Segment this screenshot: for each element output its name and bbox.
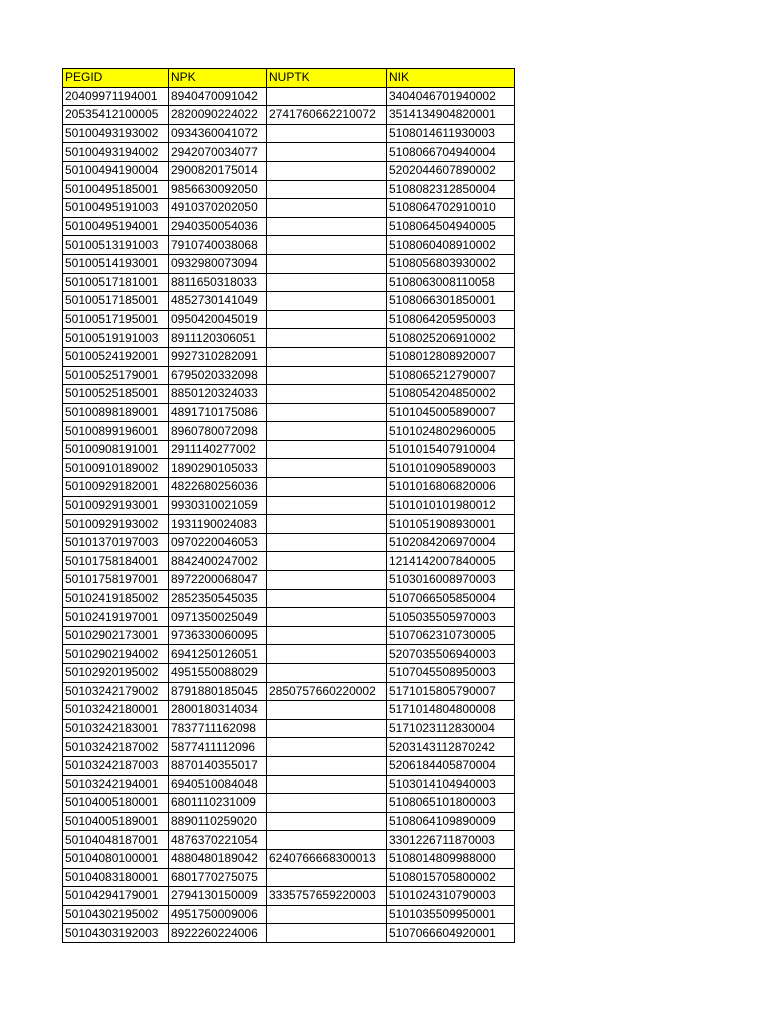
pegid-cell[interactable]: 50102902194002 [63, 645, 169, 664]
nuptk-cell[interactable] [267, 831, 387, 850]
pegid-cell[interactable]: 50102902173001 [63, 626, 169, 645]
table-row [63, 571, 515, 590]
nuptk-cell[interactable] [267, 143, 387, 162]
nuptk-cell[interactable] [267, 645, 387, 664]
spreadsheet-table [62, 68, 515, 943]
nik-cell[interactable]: 5108066704940004 [387, 143, 515, 162]
table-row [63, 217, 515, 236]
pegid-cell[interactable]: 50100898189001 [63, 403, 169, 422]
pegid-cell[interactable]: 50104294179001 [63, 887, 169, 906]
nik-cell[interactable]: 5108012808920007 [387, 347, 515, 366]
npk-cell[interactable]: 0934360041072 [169, 124, 267, 143]
pegid-cell[interactable]: 50103242187003 [63, 756, 169, 775]
nik-cell[interactable]: 5101016806820006 [387, 478, 515, 497]
npk-cell[interactable]: 8870140355017 [169, 756, 267, 775]
table-row [63, 459, 515, 478]
nik-cell[interactable]: 5108054204850002 [387, 385, 515, 404]
pegid-cell[interactable]: 50100929193001 [63, 496, 169, 515]
nuptk-cell[interactable] [267, 347, 387, 366]
nik-cell[interactable]: 5107062310730005 [387, 626, 515, 645]
nuptk-cell[interactable] [267, 310, 387, 329]
table-row [63, 905, 515, 924]
nik-cell[interactable]: 5105035505970003 [387, 608, 515, 627]
table-row [63, 180, 515, 199]
nik-cell[interactable]: 5108015705800002 [387, 868, 515, 887]
table-row [63, 552, 515, 571]
pegid-cell[interactable]: 50103242180001 [63, 701, 169, 720]
table-row [63, 124, 515, 143]
nuptk-cell[interactable]: 3335757659220003 [267, 887, 387, 906]
pegid-cell[interactable]: 50100524192001 [63, 347, 169, 366]
nik-cell[interactable]: 5103016008970003 [387, 571, 515, 590]
table-row [63, 738, 515, 757]
pegid-cell[interactable]: 50102419185002 [63, 589, 169, 608]
table-row [63, 664, 515, 683]
pegid-cell[interactable]: 50100513191003 [63, 236, 169, 255]
pegid-cell[interactable]: 50103242194001 [63, 775, 169, 794]
nik-cell[interactable]: 5108014809988000 [387, 849, 515, 868]
table-row [63, 310, 515, 329]
nik-cell[interactable]: 5107066604920001 [387, 924, 515, 943]
nuptk-cell[interactable] [267, 180, 387, 199]
npk-cell[interactable]: 8960780072098 [169, 422, 267, 441]
table-row [63, 626, 515, 645]
nik-cell[interactable]: 3404046701940002 [387, 87, 515, 106]
nik-cell[interactable]: 5108056803930002 [387, 254, 515, 273]
pegid-cell[interactable]: 50100493193002 [63, 124, 169, 143]
nuptk-cell[interactable] [267, 626, 387, 645]
npk-cell[interactable]: 6801770275075 [169, 868, 267, 887]
npk-cell[interactable]: 2940350054036 [169, 217, 267, 236]
npk-cell[interactable]: 4951550088029 [169, 664, 267, 683]
nik-cell[interactable]: 5102084206970004 [387, 533, 515, 552]
table-row [63, 515, 515, 534]
pegid-cell[interactable]: 50100495191003 [63, 199, 169, 218]
nik-cell[interactable]: 5108082312850004 [387, 180, 515, 199]
npk-cell[interactable]: 8811650318033 [169, 273, 267, 292]
table-row [63, 887, 515, 906]
nuptk-cell[interactable] [267, 236, 387, 255]
nuptk-cell[interactable] [267, 161, 387, 180]
pegid-cell[interactable]: 20409971194001 [63, 87, 169, 106]
npk-cell[interactable]: 7837711162098 [169, 719, 267, 738]
table-row [63, 794, 515, 813]
pegid-cell[interactable]: 50101758197001 [63, 571, 169, 590]
nuptk-cell[interactable] [267, 719, 387, 738]
nik-cell[interactable]: 5108060408910002 [387, 236, 515, 255]
nik-cell[interactable]: 5171015805790007 [387, 682, 515, 701]
nuptk-cell[interactable] [267, 87, 387, 106]
table-row [63, 329, 515, 348]
pegid-cell[interactable]: 50101758184001 [63, 552, 169, 571]
pegid-cell[interactable]: 50104048187001 [63, 831, 169, 850]
table-row [63, 161, 515, 180]
npk-cell[interactable]: 0950420045019 [169, 310, 267, 329]
nik-cell[interactable]: 5108064205950003 [387, 310, 515, 329]
pegid-cell[interactable]: 50100495194001 [63, 217, 169, 236]
nik-cell[interactable]: 5206184405870004 [387, 756, 515, 775]
table-row [63, 775, 515, 794]
nuptk-cell[interactable] [267, 812, 387, 831]
nik-cell[interactable]: 5107066505850004 [387, 589, 515, 608]
npk-cell[interactable]: 2794130150009 [169, 887, 267, 906]
table-row [63, 199, 515, 218]
nik-cell[interactable]: 3514134904820001 [387, 106, 515, 125]
nuptk-cell[interactable]: 2850757660220002 [267, 682, 387, 701]
table-row [63, 403, 515, 422]
nik-cell[interactable]: 5202044607890002 [387, 161, 515, 180]
nik-cell[interactable]: 5101010905890003 [387, 459, 515, 478]
column-header-pegid[interactable]: PEGID [63, 69, 169, 88]
nuptk-cell[interactable] [267, 478, 387, 497]
pegid-cell[interactable]: 50102419197001 [63, 608, 169, 627]
nik-cell[interactable]: 5101024802960005 [387, 422, 515, 441]
nuptk-cell[interactable] [267, 254, 387, 273]
nuptk-cell[interactable] [267, 608, 387, 627]
pegid-cell[interactable]: 50100517185001 [63, 292, 169, 311]
npk-cell[interactable]: 6801110231009 [169, 794, 267, 813]
table-row [63, 924, 515, 943]
table-row [63, 236, 515, 255]
table-row [63, 87, 515, 106]
table-row [63, 719, 515, 738]
nik-cell[interactable]: 5101035509950001 [387, 905, 515, 924]
npk-cell[interactable]: 0971350025049 [169, 608, 267, 627]
pegid-cell[interactable]: 50102920195002 [63, 664, 169, 683]
pegid-cell[interactable]: 50103242187002 [63, 738, 169, 757]
pegid-cell[interactable]: 50100517181001 [63, 273, 169, 292]
pegid-cell[interactable]: 50104303192003 [63, 924, 169, 943]
table-row [63, 682, 515, 701]
nuptk-cell[interactable] [267, 440, 387, 459]
pegid-cell[interactable]: 50100929182001 [63, 478, 169, 497]
npk-cell[interactable]: 8972200068047 [169, 571, 267, 590]
nik-cell[interactable]: 5207035506940003 [387, 645, 515, 664]
table-row [63, 478, 515, 497]
nik-cell[interactable]: 5101015407910004 [387, 440, 515, 459]
pegid-cell[interactable]: 50100910189002 [63, 459, 169, 478]
table-row [63, 608, 515, 627]
pegid-cell[interactable]: 50103242179002 [63, 682, 169, 701]
table-row [63, 292, 515, 311]
nuptk-cell[interactable] [267, 738, 387, 757]
nuptk-cell[interactable] [267, 422, 387, 441]
npk-cell[interactable]: 4880480189042 [169, 849, 267, 868]
nuptk-cell[interactable] [267, 385, 387, 404]
pegid-cell[interactable]: 20535412100005 [63, 106, 169, 125]
nuptk-cell[interactable] [267, 273, 387, 292]
npk-cell[interactable]: 9930310021059 [169, 496, 267, 515]
nuptk-cell[interactable] [267, 515, 387, 534]
table-row [63, 701, 515, 720]
npk-cell[interactable]: 6795020332098 [169, 366, 267, 385]
nik-cell[interactable]: 5108065101800003 [387, 794, 515, 813]
npk-cell[interactable]: 2900820175014 [169, 161, 267, 180]
nuptk-cell[interactable] [267, 533, 387, 552]
table-row [63, 812, 515, 831]
pegid-cell[interactable]: 50100519191003 [63, 329, 169, 348]
table-row [63, 422, 515, 441]
column-header-nuptk[interactable]: NUPTK [267, 69, 387, 88]
nuptk-cell[interactable]: 2741760662210072 [267, 106, 387, 125]
nuptk-cell[interactable] [267, 794, 387, 813]
nik-cell[interactable]: 3301226711870003 [387, 831, 515, 850]
nuptk-cell[interactable] [267, 924, 387, 943]
npk-cell[interactable]: 2852350545035 [169, 589, 267, 608]
nuptk-cell[interactable] [267, 589, 387, 608]
nik-cell[interactable]: 5171014804800008 [387, 701, 515, 720]
pegid-cell[interactable]: 50100899196001 [63, 422, 169, 441]
nik-cell[interactable]: 5108064504940005 [387, 217, 515, 236]
nik-cell[interactable]: 5203143112870242 [387, 738, 515, 757]
table-row [63, 756, 515, 775]
npk-cell[interactable]: 0932980073094 [169, 254, 267, 273]
table-row [63, 645, 515, 664]
table-row [63, 589, 515, 608]
nik-cell[interactable]: 5108066301850001 [387, 292, 515, 311]
npk-cell[interactable]: 5877411112096 [169, 738, 267, 757]
npk-cell[interactable]: 6941250126051 [169, 645, 267, 664]
npk-cell[interactable]: 1890290105033 [169, 459, 267, 478]
nik-cell[interactable]: 5103014104940003 [387, 775, 515, 794]
nik-cell[interactable]: 5101024310790003 [387, 887, 515, 906]
npk-cell[interactable]: 9927310282091 [169, 347, 267, 366]
npk-cell[interactable]: 0970220046053 [169, 533, 267, 552]
column-header-npk[interactable]: NPK [169, 69, 267, 88]
npk-cell[interactable]: 8890110259020 [169, 812, 267, 831]
npk-cell[interactable]: 2800180314034 [169, 701, 267, 720]
npk-cell[interactable]: 7910740038068 [169, 236, 267, 255]
npk-cell[interactable]: 4822680256036 [169, 478, 267, 497]
npk-cell[interactable]: 8911120306051 [169, 329, 267, 348]
pegid-cell[interactable]: 50100517195001 [63, 310, 169, 329]
npk-cell[interactable]: 2911140277002 [169, 440, 267, 459]
pegid-cell[interactable]: 50100525179001 [63, 366, 169, 385]
nuptk-cell[interactable] [267, 403, 387, 422]
nik-cell[interactable]: 5108025206910002 [387, 329, 515, 348]
table-row [63, 347, 515, 366]
npk-cell[interactable]: 8842400247002 [169, 552, 267, 571]
nik-cell[interactable]: 1214142007840005 [387, 552, 515, 571]
pegid-cell[interactable]: 50100929193002 [63, 515, 169, 534]
npk-cell[interactable]: 4852730141049 [169, 292, 267, 311]
nuptk-cell[interactable] [267, 366, 387, 385]
nuptk-cell[interactable] [267, 775, 387, 794]
table-row [63, 849, 515, 868]
nuptk-cell[interactable] [267, 664, 387, 683]
nuptk-cell[interactable] [267, 868, 387, 887]
npk-cell[interactable]: 9856630092050 [169, 180, 267, 199]
nik-cell[interactable]: 5108064702910010 [387, 199, 515, 218]
nuptk-cell[interactable] [267, 199, 387, 218]
nik-cell[interactable]: 5101051908930001 [387, 515, 515, 534]
npk-cell[interactable]: 8922260224006 [169, 924, 267, 943]
table-row [63, 366, 515, 385]
table-row [63, 533, 515, 552]
table-row [63, 273, 515, 292]
pegid-cell[interactable]: 50101370197003 [63, 533, 169, 552]
nik-cell[interactable]: 5101045005890007 [387, 403, 515, 422]
npk-cell[interactable]: 4876370221054 [169, 831, 267, 850]
nuptk-cell[interactable] [267, 701, 387, 720]
pegid-cell[interactable]: 50104005180001 [63, 794, 169, 813]
nuptk-cell[interactable] [267, 292, 387, 311]
npk-cell[interactable]: 8791880185045 [169, 682, 267, 701]
pegid-cell[interactable]: 50104302195002 [63, 905, 169, 924]
pegid-cell[interactable]: 50100494190004 [63, 161, 169, 180]
nuptk-cell[interactable] [267, 459, 387, 478]
nuptk-cell[interactable] [267, 124, 387, 143]
table-row [63, 254, 515, 273]
table-row [63, 868, 515, 887]
nuptk-cell[interactable] [267, 571, 387, 590]
table-row [63, 496, 515, 515]
pegid-cell[interactable]: 50100514193001 [63, 254, 169, 273]
npk-cell[interactable]: 8940470091042 [169, 87, 267, 106]
table-row [63, 143, 515, 162]
column-header-nik[interactable]: NIK [387, 69, 515, 88]
pegid-cell[interactable]: 50104005189001 [63, 812, 169, 831]
pegid-cell[interactable]: 50103242183001 [63, 719, 169, 738]
pegid-cell[interactable]: 50104083180001 [63, 868, 169, 887]
npk-cell[interactable]: 4910370202050 [169, 199, 267, 218]
pegid-cell[interactable]: 50100493194002 [63, 143, 169, 162]
nuptk-cell[interactable] [267, 552, 387, 571]
nik-cell[interactable]: 5101010101980012 [387, 496, 515, 515]
npk-cell[interactable]: 4951750009006 [169, 905, 267, 924]
nik-cell[interactable]: 5108014611930003 [387, 124, 515, 143]
nik-cell[interactable]: 5108065212790007 [387, 366, 515, 385]
npk-cell[interactable]: 9736330060095 [169, 626, 267, 645]
header-row [63, 69, 515, 88]
npk-cell[interactable]: 8850120324033 [169, 385, 267, 404]
npk-cell[interactable]: 4891710175086 [169, 403, 267, 422]
pegid-cell[interactable]: 50100525185001 [63, 385, 169, 404]
table-row [63, 831, 515, 850]
pegid-cell[interactable]: 50104080100001 [63, 849, 169, 868]
pegid-cell[interactable]: 50100908191001 [63, 440, 169, 459]
npk-cell[interactable]: 2820090224022 [169, 106, 267, 125]
nuptk-cell[interactable] [267, 756, 387, 775]
nuptk-cell[interactable] [267, 329, 387, 348]
npk-cell[interactable]: 6940510084048 [169, 775, 267, 794]
nik-cell[interactable]: 5107045508950003 [387, 664, 515, 683]
nuptk-cell[interactable] [267, 217, 387, 236]
nik-cell[interactable]: 5108063008110058 [387, 273, 515, 292]
npk-cell[interactable]: 1931190024083 [169, 515, 267, 534]
table-row [63, 440, 515, 459]
table-row [63, 385, 515, 404]
nuptk-cell[interactable] [267, 496, 387, 515]
pegid-cell[interactable]: 50100495185001 [63, 180, 169, 199]
table-row [63, 106, 515, 125]
nik-cell[interactable]: 5108064109890009 [387, 812, 515, 831]
nuptk-cell[interactable]: 6240766668300013 [267, 849, 387, 868]
npk-cell[interactable]: 2942070034077 [169, 143, 267, 162]
nik-cell[interactable]: 5171023112830004 [387, 719, 515, 738]
nuptk-cell[interactable] [267, 905, 387, 924]
